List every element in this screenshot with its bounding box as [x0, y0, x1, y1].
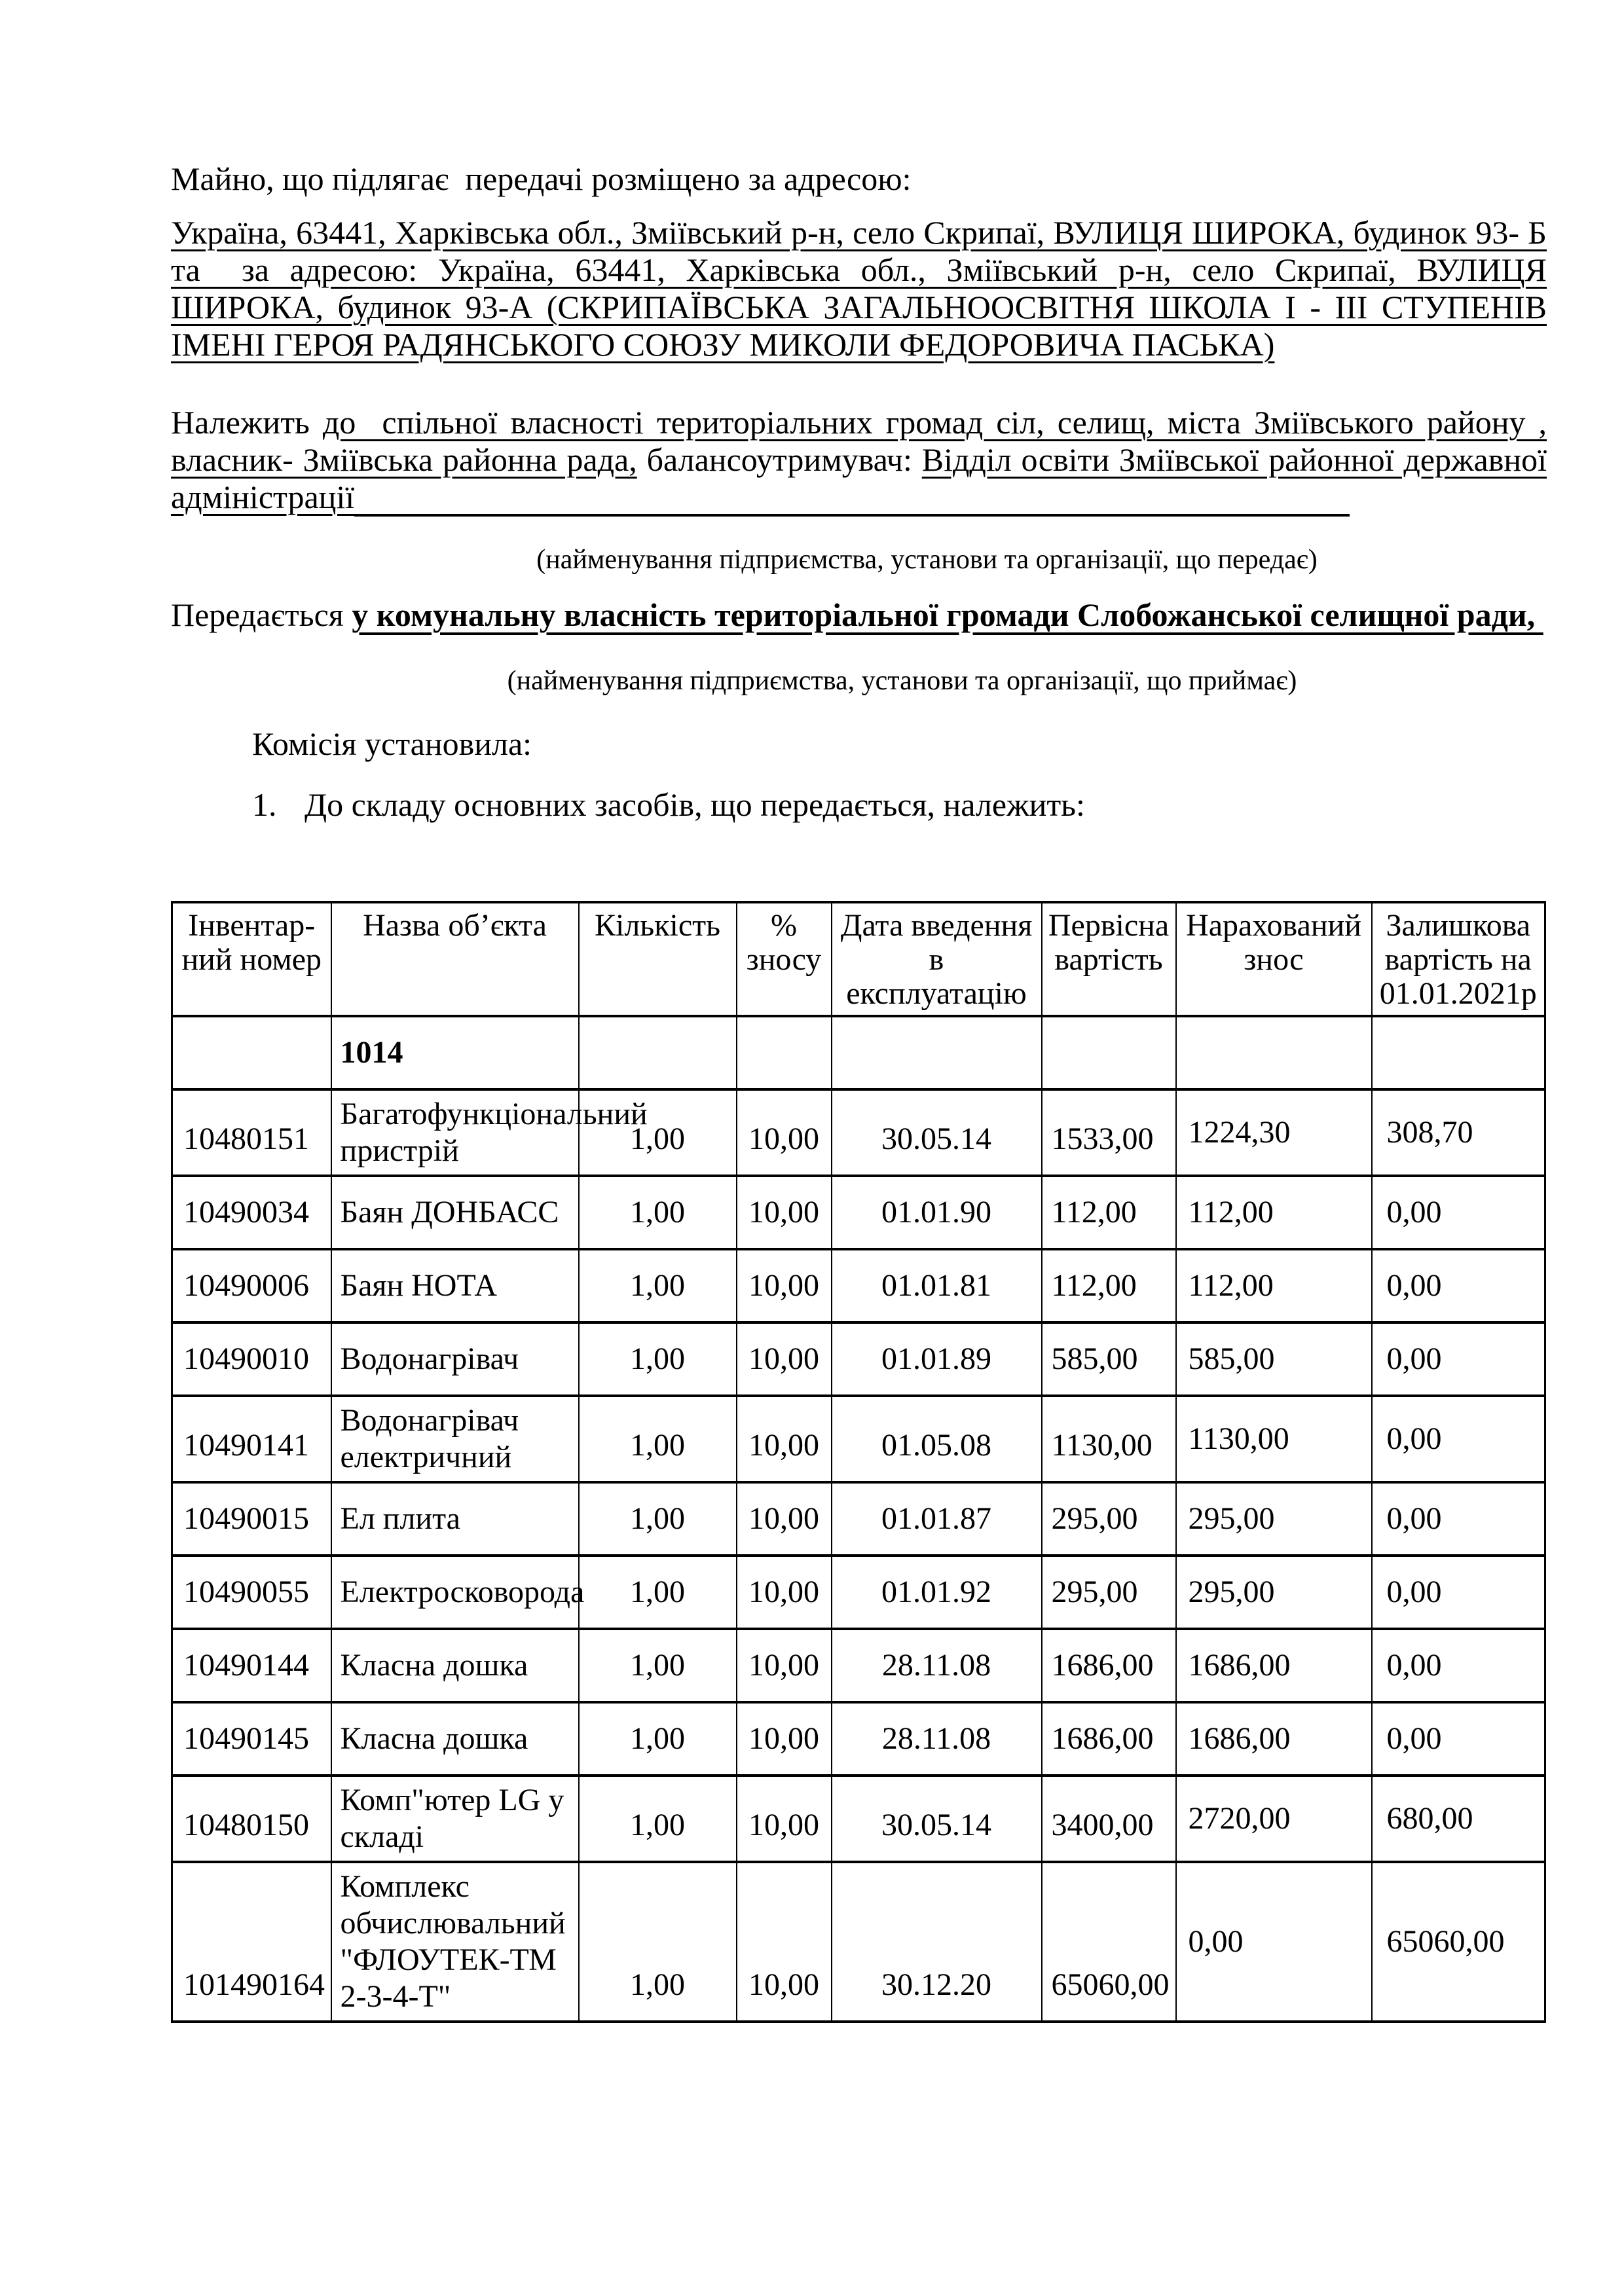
table-cell: 10490144	[172, 1629, 331, 1702]
table-cell: 1686,00	[1176, 1702, 1372, 1776]
table-cell: Багатофункціональний пристрій	[331, 1089, 579, 1176]
assets-table-body	[172, 1016, 1545, 2022]
table-cell: 295,00	[1176, 1556, 1372, 1629]
address-text: Україна, 63441, Харківська обл., Зміївський р-н, село Скрипаї, ВУЛИЦЯ ШИРОКА, будинок 93- Б та за адресою: Україна, 63441, Харківська обл., Зміївський р-н, село Скрипаї, ВУЛИЦЯ ШИРОКА, будинок 93-А (СКРИПАЇВСЬКА ЗАГАЛЬНООСВІТНЯ ШКОЛА І - ІІІ СТУПЕНІВ ІМЕНІ ГЕРОЯ РАДЯНСЬКОГО СОЮЗУ МИКОЛИ ФЕДОРОВИЧА ПАСЬКА)	[171, 214, 1547, 363]
table-cell: 1014	[331, 1016, 579, 1089]
table-cell: 0,00	[1372, 1322, 1545, 1396]
table-cell: 0,00	[1372, 1556, 1545, 1629]
ownership-underlined-communities: до спільної власності територіальних громад сіл, селищ, міста Зміївського району , власник- Зміївська районна рада,	[171, 404, 1547, 478]
table-cell: 01.05.08	[832, 1396, 1042, 1482]
table-row	[172, 1702, 1545, 1776]
column-header: Назва об’єкта	[331, 902, 579, 1016]
table-cell: 1130,00	[1176, 1396, 1372, 1482]
table-cell: 295,00	[1042, 1556, 1176, 1629]
table-cell: Комплекс обчислювальний "ФЛОУТЕК-ТМ 2-3-4-Т"	[331, 1862, 579, 2022]
transferee-caption: (найменування підприємства, установи та організації, що приймає)	[507, 666, 1297, 696]
table-cell	[832, 1016, 1042, 1089]
ownership-underlined-department: Відділ освіти Зміївської районної державної	[921, 441, 1547, 478]
table-cell: 30.05.14	[832, 1089, 1042, 1176]
table-cell: 10,00	[737, 1176, 832, 1249]
table-cell: 01.01.92	[832, 1556, 1042, 1629]
table-cell: 10490015	[172, 1482, 331, 1556]
table-cell: Електросковорода	[331, 1556, 579, 1629]
table-cell: 28.11.08	[832, 1702, 1042, 1776]
table-cell: 1,00	[579, 1176, 737, 1249]
table-cell: 1,00	[579, 1862, 737, 2022]
table-cell: 01.01.87	[832, 1482, 1042, 1556]
ownership-prefix: Належить	[171, 404, 310, 441]
column-header: % зносу	[737, 902, 832, 1016]
table-cell: 0,00	[1372, 1482, 1545, 1556]
table-cell: 585,00	[1042, 1322, 1176, 1396]
table-row	[172, 1629, 1545, 1702]
assets-table	[171, 901, 1546, 2023]
ownership-underlined-administration: адміністрації	[171, 479, 355, 515]
table-cell: 10490141	[172, 1396, 331, 1482]
table-cell: 1224,30	[1176, 1089, 1372, 1176]
table-cell: 1,00	[579, 1089, 737, 1176]
transfer-prefix: Передається	[171, 596, 344, 633]
table-cell: 10,00	[737, 1089, 832, 1176]
table-cell: 1,00	[579, 1249, 737, 1322]
table-row	[172, 1249, 1545, 1322]
table-cell: 1686,00	[1042, 1702, 1176, 1776]
table-cell: 1686,00	[1042, 1629, 1176, 1702]
table-cell: 1686,00	[1176, 1629, 1372, 1702]
table-cell: 295,00	[1176, 1482, 1372, 1556]
table-row	[172, 1176, 1545, 1249]
table-cell: 112,00	[1042, 1176, 1176, 1249]
table-cell: 1,00	[579, 1629, 737, 1702]
table-cell: 01.01.89	[832, 1322, 1042, 1396]
table-row	[172, 1482, 1545, 1556]
table-cell: 10480150	[172, 1776, 331, 1862]
table-cell: Ел плита	[331, 1482, 579, 1556]
table-cell: 01.01.81	[832, 1249, 1042, 1322]
column-header: Дата введення в експлуатацію	[832, 902, 1042, 1016]
ownership-last-line	[171, 479, 1350, 515]
table-cell: 10,00	[737, 1862, 832, 2022]
table-cell: 1,00	[579, 1556, 737, 1629]
table-cell: 01.01.90	[832, 1176, 1042, 1249]
table-cell: Класна дошка	[331, 1702, 579, 1776]
table-cell: Баян ДОНБАСС	[331, 1176, 579, 1249]
table-cell: 0,00	[1372, 1396, 1545, 1482]
table-cell: 112,00	[1176, 1176, 1372, 1249]
table-cell: 10,00	[737, 1629, 832, 1702]
table-cell: 0,00	[1372, 1629, 1545, 1702]
transfer-target-text: у комунальну власність територіальної громади Слобожанської селищної ради,	[352, 596, 1543, 633]
table-cell: Баян НОТА	[331, 1249, 579, 1322]
table-row	[172, 1016, 1545, 1089]
table-cell: 10490010	[172, 1322, 331, 1396]
table-cell: Класна дошка	[331, 1629, 579, 1702]
intro-paragraph: Майно, що підлягає передачі розміщено за адресою:	[171, 160, 912, 197]
table-cell: 3400,00	[1042, 1776, 1176, 1862]
table-cell: 1,00	[579, 1776, 737, 1862]
table-cell: 10,00	[737, 1702, 832, 1776]
column-header: Нарахований знос	[1176, 902, 1372, 1016]
table-cell: 1,00	[579, 1322, 737, 1396]
table-cell: 1130,00	[1042, 1396, 1176, 1482]
table-cell: 10,00	[737, 1396, 832, 1482]
table-cell: 10,00	[737, 1556, 832, 1629]
table-cell: 30.05.14	[832, 1776, 1042, 1862]
table-cell: 10,00	[737, 1482, 832, 1556]
table-cell: 28.11.08	[832, 1629, 1042, 1702]
table-cell: Комп"ютер LG у складі	[331, 1776, 579, 1862]
table-cell: 10490055	[172, 1556, 331, 1629]
table-cell: 10480151	[172, 1089, 331, 1176]
table-cell: 10490034	[172, 1176, 331, 1249]
table-cell: 1,00	[579, 1396, 737, 1482]
column-header: Залишкова вартість на 01.01.2021р	[1372, 902, 1545, 1016]
column-header: Інвентар-ний номер	[172, 902, 331, 1016]
table-cell: 1533,00	[1042, 1089, 1176, 1176]
table-cell	[737, 1016, 832, 1089]
table-row	[172, 1396, 1545, 1482]
table-cell: 1,00	[579, 1482, 737, 1556]
table-cell: 680,00	[1372, 1776, 1545, 1862]
table-cell: 295,00	[1042, 1482, 1176, 1556]
table-cell: 308,70	[1372, 1089, 1545, 1176]
table-cell: 2720,00	[1176, 1776, 1372, 1862]
table-cell: Водонагрівач електричний	[331, 1396, 579, 1482]
blank-fill-line	[354, 514, 1350, 517]
table-cell: 65060,00	[1372, 1862, 1545, 2022]
column-header: Первісна вартість	[1042, 902, 1176, 1016]
transferor-caption: (найменування підприємства, установи та організації, що передає)	[536, 545, 1318, 575]
table-row	[172, 1322, 1545, 1396]
table-cell: 10490006	[172, 1249, 331, 1322]
table-row	[172, 1556, 1545, 1629]
table-cell	[1372, 1016, 1545, 1089]
table-header-row	[172, 902, 1545, 1016]
table-cell	[579, 1016, 737, 1089]
table-cell: 0,00	[1372, 1176, 1545, 1249]
table-cell: 112,00	[1176, 1249, 1372, 1322]
table-cell: 112,00	[1042, 1249, 1176, 1322]
commission-statement: Комісія установила:	[252, 725, 532, 762]
transfer-paragraph	[171, 596, 1547, 634]
table-row	[172, 1089, 1545, 1176]
ownership-balance-holder-label: балансоутримувач:	[646, 441, 912, 478]
address-paragraph	[171, 214, 1547, 363]
table-cell: 65060,00	[1042, 1862, 1176, 2022]
list-item-text: До складу основних засобів, що передається, належить:	[304, 786, 1085, 823]
table-cell	[1042, 1016, 1176, 1089]
table-row	[172, 1862, 1545, 2022]
table-cell: 1,00	[579, 1702, 737, 1776]
table-cell	[172, 1016, 331, 1089]
table-cell: 585,00	[1176, 1322, 1372, 1396]
table-cell: 0,00	[1372, 1702, 1545, 1776]
table-cell: 10,00	[737, 1322, 832, 1396]
list-item-1	[252, 786, 1547, 824]
column-header: Кількість	[579, 902, 737, 1016]
table-cell	[1176, 1016, 1372, 1089]
table-cell: 10490145	[172, 1702, 331, 1776]
table-cell: 101490164	[172, 1862, 331, 2022]
ownership-paragraph	[171, 404, 1547, 517]
table-cell: 10,00	[737, 1776, 832, 1862]
table-cell: 0,00	[1176, 1862, 1372, 2022]
table-row	[172, 1776, 1545, 1862]
table-cell: 30.12.20	[832, 1862, 1042, 2022]
table-cell: 0,00	[1372, 1249, 1545, 1322]
table-cell: Водонагрівач	[331, 1322, 579, 1396]
list-item-number: 1.	[252, 786, 277, 823]
table-cell: 10,00	[737, 1249, 832, 1322]
